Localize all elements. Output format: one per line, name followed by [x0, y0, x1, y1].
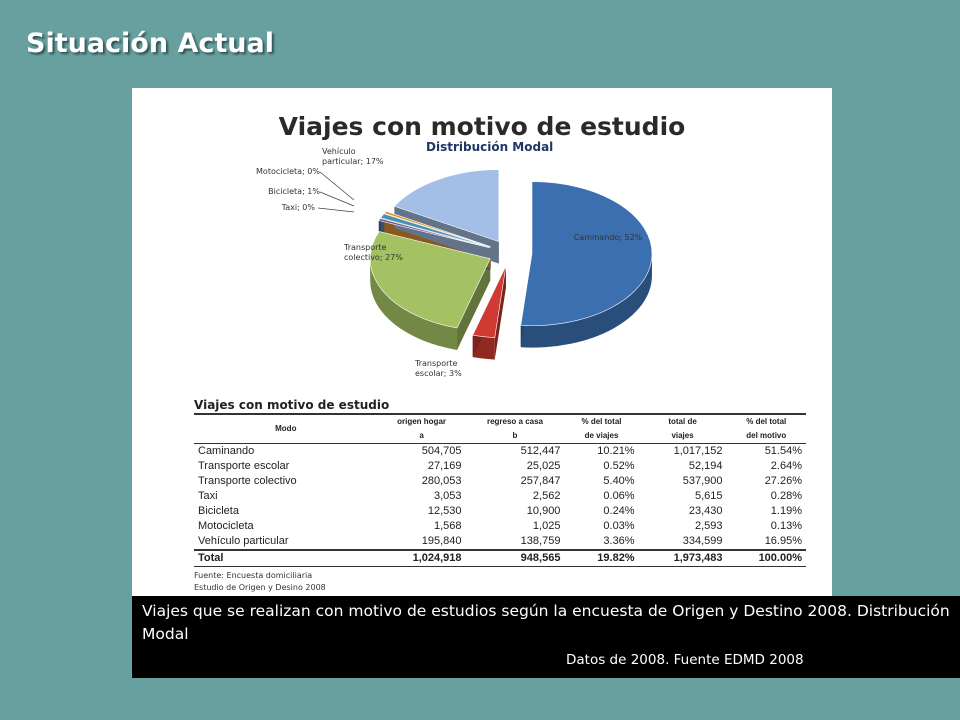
table-title: Viajes con motivo de estudio	[194, 398, 806, 415]
table-row: Caminando 504,705 512,447 10.21% 1,017,152 51.54%	[198, 445, 802, 457]
slice-label-taxi: Taxi; 0%	[281, 203, 315, 212]
caption-text: Viajes que se realizan con motivo de estudios según la encuesta de Origen y Destino 2008. Distribución Modal	[142, 602, 950, 643]
data-table	[194, 415, 806, 567]
table-row: Transporte colectivo 280,053 257,847 5.40% 537,900 27.26%	[198, 475, 802, 487]
slice-label-vehículo-particular: Vehículo particular; 17%	[322, 147, 384, 166]
header-modo: Modo	[194, 415, 378, 444]
chart-subtitle: Distribución Modal	[426, 140, 554, 154]
caption-source: Datos de 2008. Fuente EDMD 2008	[566, 652, 804, 668]
table-row: Motocicleta 1,568 1,025 0.03% 2,593 0.13%	[198, 520, 802, 532]
slice-label-bicicleta: Bicicleta; 1%	[268, 187, 320, 196]
header-pct-motivo: % del total del motivo	[727, 415, 806, 444]
slice-label-transporte-escolar: Transporte escolar; 3%	[415, 359, 462, 378]
caption-box	[132, 596, 960, 678]
header-pct-total: % del total de viajes	[564, 415, 638, 444]
header-origen: origen hogar a	[378, 415, 466, 444]
header-total-viajes: total de viajes	[639, 415, 727, 444]
table-row: Transporte escolar 27,169 25,025 0.52% 52,194 2.64%	[198, 460, 802, 472]
table-row: Vehículo particular 195,840 138,759 3.36% 334,599 16.95%	[198, 535, 802, 547]
pie-chart	[132, 88, 832, 388]
leader-line	[320, 192, 354, 206]
slice-label-transporte-colectivo: Transporte colectivo; 27%	[344, 243, 403, 262]
leader-line	[318, 208, 354, 212]
table-header-row	[194, 415, 806, 444]
table-row: Taxi 3,053 2,562 0.06% 5,615 0.28%	[198, 490, 802, 502]
slice-label-caminando: Caminando; 52%	[573, 233, 643, 242]
header-regreso: regreso a casa b	[466, 415, 565, 444]
data-table-block	[194, 398, 806, 594]
table-source: Fuente: Encuesta domiciliaria Estudio de Origen y Desino 2008	[194, 571, 326, 592]
slice-label-motocicleta: Motocicleta; 0%	[256, 167, 320, 176]
table-total-row: Total 1,024,918 948,565 19.82% 1,973,483 100.00%	[194, 550, 806, 567]
table-row: Bicicleta 12,530 10,900 0.24% 23,430 1.19%	[198, 505, 802, 517]
figure-panel	[132, 88, 832, 596]
chart-title: Viajes con motivo de estudio	[278, 112, 686, 141]
slide-title: Situación Actual	[26, 28, 274, 59]
leader-line	[320, 172, 354, 200]
